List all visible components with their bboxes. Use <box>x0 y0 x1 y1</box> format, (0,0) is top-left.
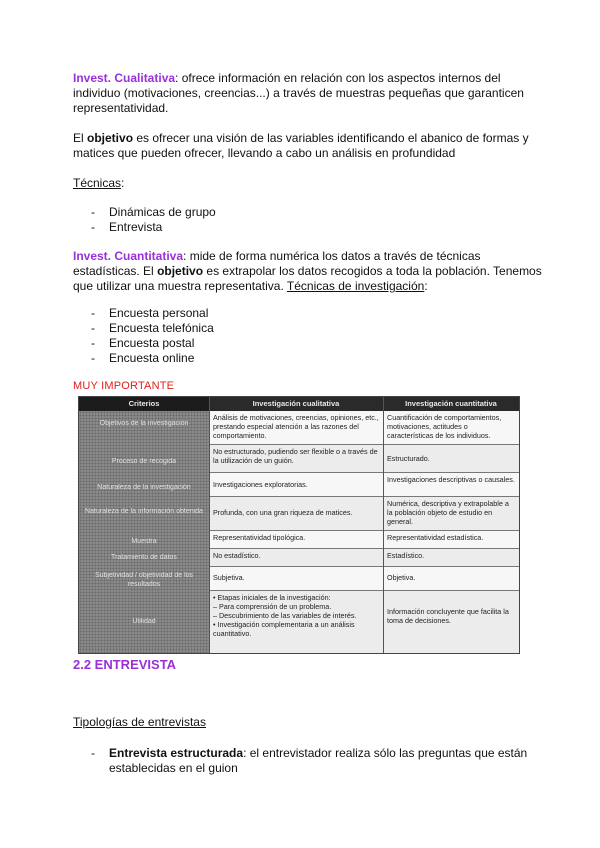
header-cualitativa: Investigación cualitativa <box>209 397 383 411</box>
objetivo-pre: El <box>73 131 88 145</box>
list-item: - Encuesta postal <box>73 336 214 351</box>
table-row-criterio: Proceso de recogida <box>111 458 177 465</box>
table-cell: Estructurado. <box>384 445 519 473</box>
table-row-criterio: Naturaleza de la información obtenida <box>85 508 203 515</box>
objetivo-label: objetivo <box>157 264 204 278</box>
table-cell: Profunda, con una gran riqueza de matices. <box>210 497 383 531</box>
table-cell: Subjetiva. <box>210 567 383 591</box>
tecnicas-list <box>73 205 216 235</box>
table-cell: Objetiva. <box>384 567 519 591</box>
estructurada-label: Entrevista estructurada <box>109 746 244 760</box>
table-cell: Numérica, descriptiva y extrapolable a la población objeto de estudio en general. <box>384 497 519 531</box>
objetivo-text: es extrapolar los datos recogidos a toda la población. Tenemos que utilizar una muestra representativa. <box>73 264 542 293</box>
table-cell: Representatividad estadística. <box>384 531 519 549</box>
encuestas-list <box>73 306 214 366</box>
list-item: - Dinámicas de grupo <box>73 205 216 220</box>
table-row-criterio: Tratamiento de datos <box>111 554 177 561</box>
cuantitativa-text: : mide de forma numérica los datos a través de técnicas estadísticas. <box>73 249 481 278</box>
divider <box>209 397 210 653</box>
objetivo-label: objetivo <box>87 131 134 145</box>
table-cell: Investigaciones exploratorias. <box>210 473 383 497</box>
table-cell: Representatividad tipológica. <box>210 531 383 549</box>
cualitativa-objetivo <box>73 131 543 161</box>
table-cell: Estadístico. <box>384 549 519 567</box>
table-cell: Información concluyente que facilita la toma de decisiones. <box>384 591 519 654</box>
cuantitativa-paragraph <box>73 249 543 294</box>
table-cell: No estructurado, pudiendo ser flexible o a través de la utilización de un guión. <box>210 445 383 473</box>
list-item: - Encuesta personal <box>73 306 214 321</box>
table-cell: • Etapas iniciales de la investigación: – Para comprensión de un problema. – Descubrimiento de las variables de interés. • Investigación complementaria a un análisis cuantitativo. <box>210 591 383 654</box>
table-row-criterio: Naturaleza de la investigación <box>97 484 191 491</box>
tecnicas-investigacion-label: Técnicas de investigación <box>286 279 425 293</box>
cualitativa-label: Invest. Cualitativa <box>73 71 176 85</box>
table-row-criterio: Subjetividad / objetividad de los resultados <box>94 572 194 588</box>
header-criterios: Criterios <box>79 397 209 411</box>
important-label: MUY IMPORTANTE <box>73 380 175 392</box>
tipologias-list <box>73 746 543 776</box>
table-row-criterio: Objetivos de la investigación <box>99 420 189 427</box>
estructurada-text: : el entrevistador realiza sólo las preguntas que están establecidas en el guion <box>109 746 528 775</box>
section-title: 2.2 ENTREVISTA <box>73 657 177 672</box>
list-item <box>73 746 543 776</box>
comparison-table <box>78 396 520 654</box>
cualitativa-paragraph <box>73 71 543 116</box>
tecnicas-heading <box>73 176 124 191</box>
header-cuantitativa: Investigación cuantitativa <box>383 397 519 411</box>
table-cell: No estadístico. <box>210 549 383 567</box>
table-cell: Análisis de motivaciones, creencias, opiniones, etc., prestando especial atención a las razones del comportamiento. <box>210 411 383 445</box>
list-item: - Encuesta telefónica <box>73 321 214 336</box>
table-row-criterio: Utilidad <box>132 618 156 625</box>
table-cell: Investigaciones descriptivas o causales. <box>384 473 519 497</box>
objetivo-text: es ofrecer una visión de las variables identificando el abanico de formas y matices que pueden ofrecer, llevando a cabo un análisis en profundidad <box>73 131 529 160</box>
cualitativa-text: : ofrece información en relación con los aspectos internos del individuo (motivaciones, creencias...) a través de muestras pequeñas que garanticen representatividad. <box>73 71 524 115</box>
tecnicas-colon: : <box>424 279 428 293</box>
objetivo-pre: El <box>143 264 158 278</box>
list-item: - Entrevista <box>73 220 216 235</box>
list-item: - Encuesta online <box>73 351 214 366</box>
table-cell: Cuantificación de comportamientos, motivaciones, actitudes o características de los individuos. <box>384 411 519 445</box>
tecnicas-colon: : <box>121 176 125 190</box>
divider <box>383 397 384 653</box>
cuantitativa-label: Invest. Cuantitativa <box>73 249 184 263</box>
tipologias-heading: Tipologías de entrevistas <box>73 715 206 729</box>
table-row-criterio: Muestra <box>131 538 157 545</box>
tecnicas-label: Técnicas <box>73 176 122 190</box>
